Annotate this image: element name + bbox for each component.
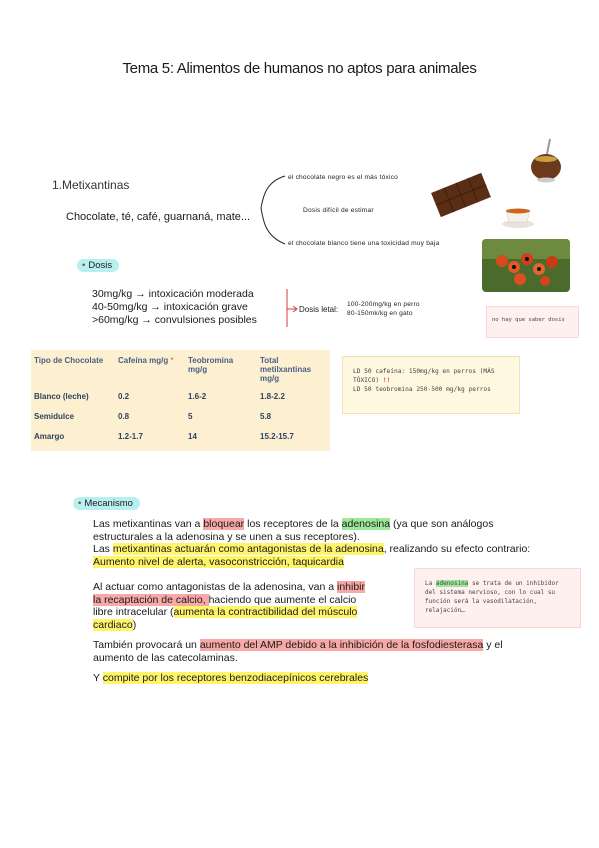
lethal-dose-dog: 100-200mg/kg en perro xyxy=(347,301,420,308)
col-header: Total metilxantinas mg/g xyxy=(260,356,312,383)
branch-top-text: el chocolate negro es el más tóxico xyxy=(288,174,398,181)
highlight-red: aumento del AMP debido a la inhibición de la fosfodiesterasa xyxy=(199,639,484,651)
ld50-caffeine: LD 50 cafeína: 150mg/kg en perros (MÁS TÓXICO) xyxy=(353,368,495,384)
text-run: (ya que son análogos estructurales a la adenosina y se unen a sus receptores). xyxy=(93,518,494,543)
mecanismo-paragraph-3 xyxy=(93,581,371,631)
highlight-yellow: compite por los receptores benzodiacepínicos cerebrales xyxy=(102,672,369,684)
ld50-theobromine: LD 50 teobromina 250-500 mg/kg perros xyxy=(353,386,491,393)
table-cell: 5 xyxy=(188,412,193,421)
lethal-dose-values xyxy=(347,300,420,318)
table-row xyxy=(31,429,330,451)
mecanismo-pill xyxy=(73,497,140,510)
table-cell: 1.6-2 xyxy=(188,392,207,401)
sticky-note-text: no hay que saber dosis xyxy=(492,317,565,323)
text-run: los receptores de la xyxy=(244,518,342,530)
ld50-warning: !! xyxy=(382,377,391,384)
text-run: La xyxy=(425,580,436,587)
table-cell: 14 xyxy=(188,432,197,441)
red-arrow xyxy=(285,289,299,329)
dosis-line: 30mg/kg → intoxicación moderada xyxy=(92,288,254,300)
sticky-note-ld50 xyxy=(342,356,520,414)
col-header: Teobromina mg/g xyxy=(188,356,234,374)
text-run: se trata de un inhibidor del sistema nervioso, con lo cual su función será la vasodilatación, relajación… xyxy=(425,580,559,614)
chocolate-bar-image xyxy=(430,170,492,220)
highlight-yellow: metixantinas actuarán como antagonistas de la adenosina xyxy=(112,543,384,555)
text-run: También provocará un xyxy=(93,639,200,651)
dosis-line: 40-50mg/kg → intoxicación grave xyxy=(92,301,248,313)
dosis-line: >60mg/kg → convulsiones posibles xyxy=(92,314,257,326)
col-header-text: Cafeína mg/g xyxy=(118,356,169,365)
highlight-red: bloquear xyxy=(203,518,245,530)
table-cell: 1.8-2.2 xyxy=(260,392,285,401)
table-cell: 5.8 xyxy=(260,412,272,421)
lethal-dose-label: Dosis letal: xyxy=(299,305,339,314)
tea-cup-image xyxy=(500,200,538,230)
table-cell: Semidulce xyxy=(34,412,75,421)
table-row xyxy=(31,409,330,429)
mecanismo-paragraph-5 xyxy=(93,672,543,685)
mecanismo-paragraph-1 xyxy=(93,518,533,568)
branch-bottom-text: el chocolate blanco tiene una toxicidad muy baja xyxy=(288,240,440,247)
sticky-note-adenosina xyxy=(414,568,581,628)
mecanismo-paragraph-4 xyxy=(93,639,543,664)
table-cell: Amargo xyxy=(34,432,65,441)
col-header: Tipo de Chocolate xyxy=(34,356,104,365)
highlight-green: adenosina xyxy=(341,518,391,530)
branch-mid-text: Dosis difícil de estimar xyxy=(303,207,374,214)
text-run: haciendo que aumente el calcio libre intracelular ( xyxy=(93,593,357,618)
col-header xyxy=(115,350,185,389)
dosis-pill xyxy=(77,259,119,272)
text-run: Las xyxy=(93,543,113,555)
star-mark: * xyxy=(170,356,174,365)
text-run: y el aumento de las catecolaminas. xyxy=(93,639,503,664)
lethal-dose-cat: 80-150mk/kg en gato xyxy=(347,310,413,317)
section-subtitle: Chocolate, té, café, guarnaná, mate... xyxy=(66,211,251,223)
mate-gourd-image xyxy=(520,135,575,185)
bullet-dot: • xyxy=(82,260,86,271)
table-cell: Blanco (leche) xyxy=(34,392,89,401)
text-run: Las metixantinas van a xyxy=(93,518,204,530)
dosis-list xyxy=(92,288,257,327)
text-run: , realizando su efecto contrario: xyxy=(383,543,531,555)
page-title: Tema 5: Alimentos de humanos no aptos para animales xyxy=(122,60,477,77)
section-heading: 1.Metixantinas xyxy=(52,178,130,192)
table-cell: 0.2 xyxy=(118,392,130,401)
highlight-yellow: aumenta la contractibilidad del músculo cardiaco xyxy=(93,606,358,631)
table-row xyxy=(31,389,330,409)
table-header-row xyxy=(31,350,330,389)
highlight-red: inhibir la recaptación de calcio, xyxy=(93,581,366,606)
sticky-note-dosis xyxy=(486,306,579,338)
branch-brace xyxy=(255,170,295,250)
table-cell: 0.8 xyxy=(118,412,130,421)
highlight-green: adenosina xyxy=(435,580,469,587)
dosis-label: Dosis xyxy=(88,260,113,271)
bullet-dot: • xyxy=(78,498,82,509)
text-run: Al actuar como antagonistas de la adenosina, van a xyxy=(93,581,337,593)
guarana-fruit-image xyxy=(482,239,570,292)
text-run: ) xyxy=(132,618,137,631)
mecanismo-label: Mecanismo xyxy=(84,498,133,509)
chocolate-table xyxy=(31,350,330,451)
text-run: Y xyxy=(93,672,103,684)
highlight-yellow: Aumento nivel de alerta, vasoconstricción, taquicardia xyxy=(93,555,344,568)
table-cell: 15.2-15.7 xyxy=(260,432,294,441)
table-cell: 1.2-1.7 xyxy=(118,432,143,441)
